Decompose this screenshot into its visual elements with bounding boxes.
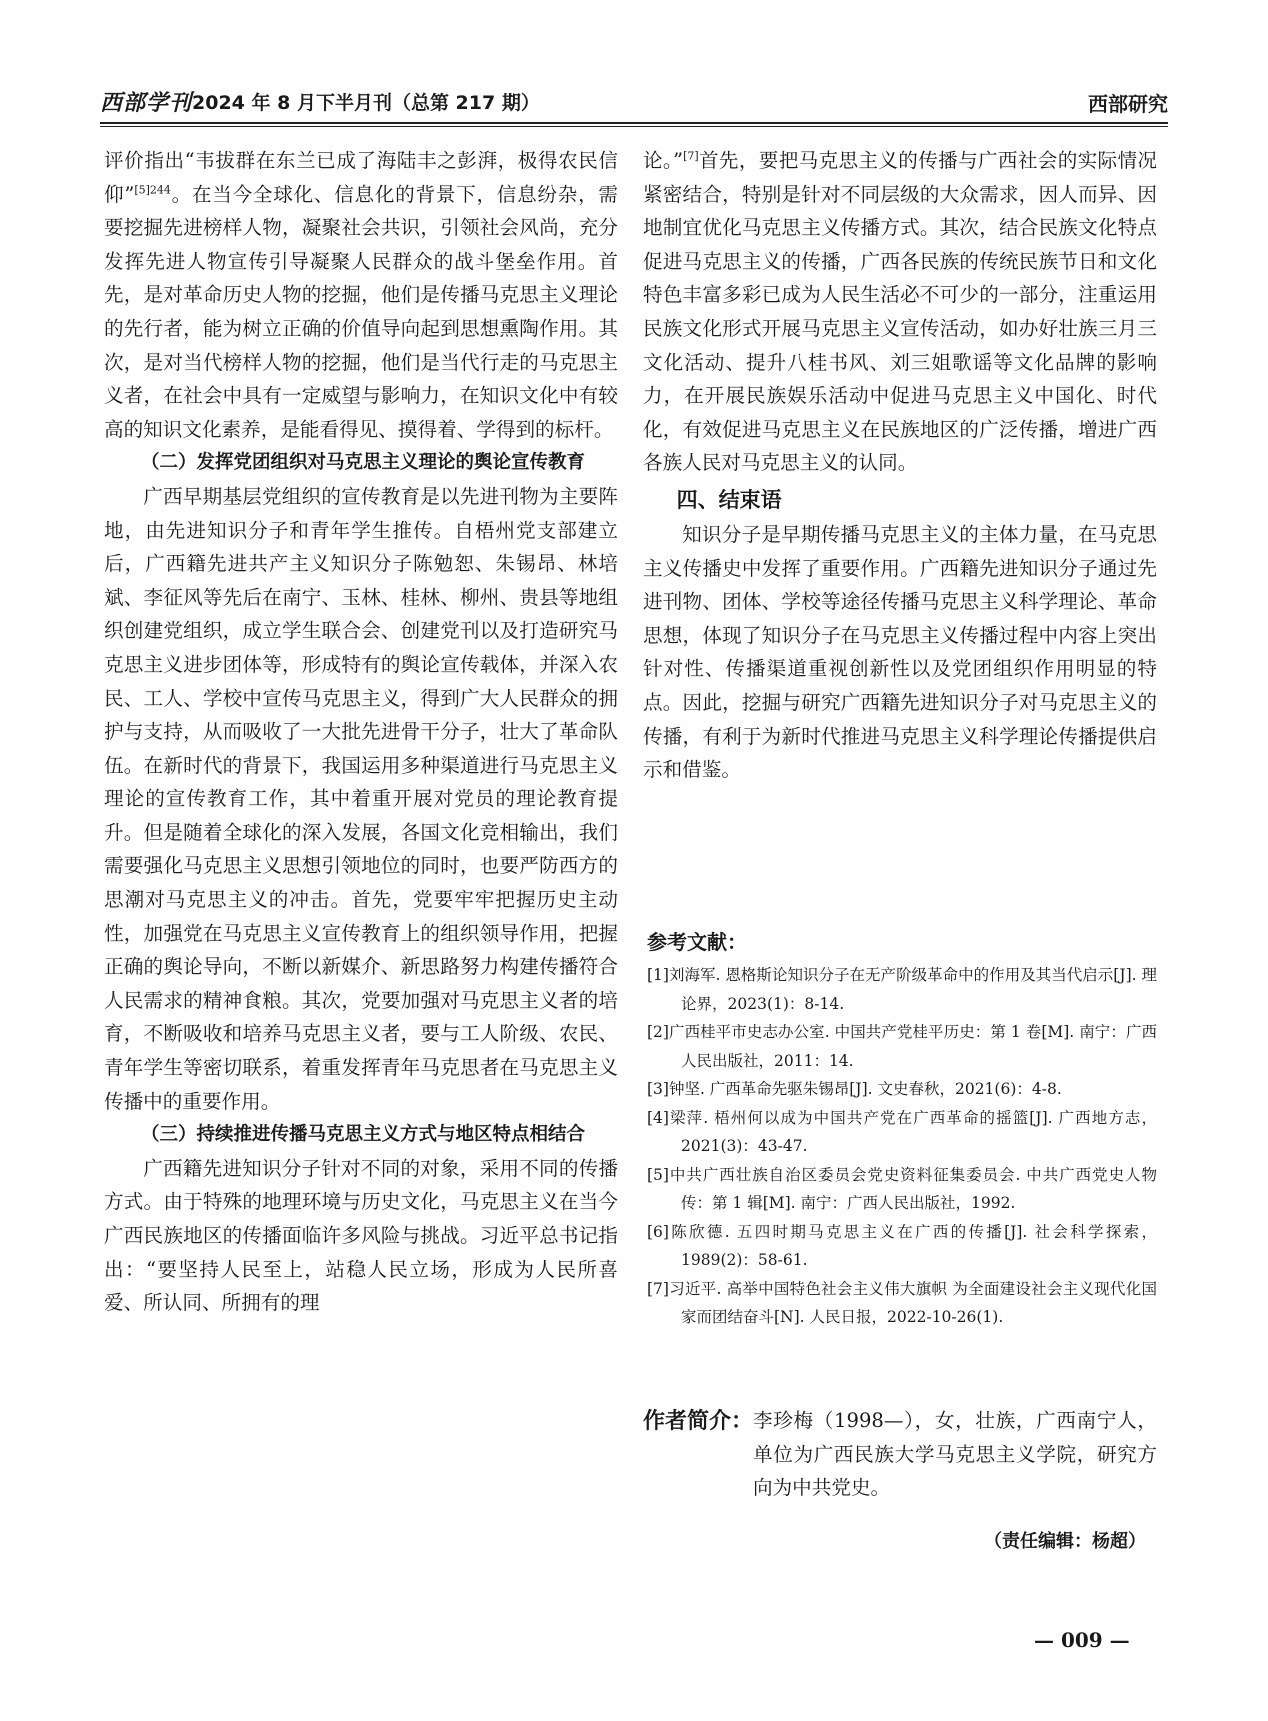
- header-rule: [100, 122, 1168, 124]
- page-number: — 009 —: [1034, 1628, 1130, 1652]
- page-header: [100, 86, 1168, 126]
- section-heading: 四、结束语: [676, 487, 782, 512]
- journal-logo: 西部学刊: [100, 90, 193, 116]
- reference-item: [5]中共广西壮族自治区委员会党史资料征集委员会. 中共广西党史人物传：第 1 辑[M]. 南宁：广西人民出版社，1992.: [647, 1165, 1157, 1212]
- reference-item: [3]钟坚. 广西革命先驱朱锡昂[J]. 文史春秋，2021(6)：4-8.: [647, 1080, 1062, 1098]
- paragraph: 评价指出“韦拔群在东兰已成了海陆丰之彭湃，极得农民信仰”$^{[5]244}$。在当今全球化、信息化的背景下，信息纷杂，需要挖掘先进榜样人物，凝聚社会共识，引领社会风尚，充分发挥先进人物宣传引导凝聚人民群众的战斗堡垒作用。首先，是对革命历史人物的挖掘，他们是传播马克思主义理论的先行者，能为树立正确的价值导向起到思想熏陶作用。其次，是对当代榜样人物的挖掘，他们是当代行走的马克思主义者，在社会中具有一定威望与影响力，在知识文化中有较高的知识文化素养，是能看得见、摸得着、学得到的标杆。: [104, 149, 618, 441]
- issue-info: 2024 年 8 月下半月刊（总第 217 期）: [192, 92, 540, 114]
- references: [643, 926, 1157, 1332]
- citation: [5]244: [134, 183, 171, 197]
- subsection-heading: （三）持续推进传播马克思主义方式与地区特点相结合: [141, 1124, 586, 1146]
- editor-credit: （责任编辑：杨超）: [984, 1531, 1146, 1552]
- reference-item: [1]刘海军. 恩格斯论知识分子在无产阶级革命中的作用及其当代启示[J]. 理论界，2023(1)：8-14.: [647, 966, 1157, 1013]
- reference-item: [7]习近平. 高举中国特色社会主义伟大旗帜 为全面建设社会主义现代化国家而团结奋斗[N]. 人民日报，2022-10-26(1).: [647, 1279, 1157, 1326]
- reference-item: [4]梁萍. 梧州何以成为中国共产党在广西革命的摇篮[J]. 广西地方志，2021(3)：43-47.: [647, 1108, 1157, 1155]
- paragraph: 论。”[7]首先，要把马克思主义的传播与广西社会的实际情况紧密结合，特别是针对不同层级的大众需求，因人而异、因地制宜优化马克思主义传播方式。其次，结合民族文化特点促进马克思主义的传播，广西各民族的传统民族节日和文化特色丰富多彩已成为人民生活必不可少的一部分，注重运用民族文化形式开展马克思主义宣传活动，如办好壮族三月三文化活动、提升八桂书风、刘三姐歌谣等文化品牌的影响力，在开展民族娱乐活动中促进马克思主义中国化、时代化，有效促进马克思主义在民族地区的广泛传播，增进广西各族人民对马克思主义的认同。: [643, 149, 1158, 475]
- subsection-heading: （二）发挥党团组织对马克思主义理论的舆论宣传教育: [141, 452, 586, 474]
- paragraph: 广西早期基层党组织的宣传教育是以先进刊物为主要阵地，由先进知识分子和青年学生推传。自梧州党支部建立后，广西籍先进共产主义知识分子陈勉恕、朱锡昂、林培斌、李征风等先后在南宁、玉林、桂林、柳州、贵县等地组织创建党组织，成立学生联合会、创建党刊以及打造研究马克思主义进步团体等，形成特有的舆论宣传载体，并深入农民、工人、学校中宣传马克思主义，得到广大人民群众的拥护与支持，从而吸收了一大批先进骨干分子，壮大了革命队伍。在新时代的背景下，我国运用多种渠道进行马克思主义理论的宣传教育工作，其中着重开展对党员的理论教育提升。但是随着全球化的深入发展，各国文化竞相输出，我们需要强化马克思主义思想引领地位的同时，也要严防西方的思潮对马克思主义的冲击。首先，党要牢牢把握历史主动性，加强党在马克思主义宣传教育上的组织领导作用，把握正确的舆论导向，不断以新媒介、新思路努力构建传播符合人民需求的精神食粮。其次，党要加强对马克思主义者的培育，不断吸收和培养马克思主义者，要与工人阶级、农民、青年学生等密切联系，着重发挥青年马克思者在马克思主义传播中的重要作用。: [104, 484, 618, 1113]
- citation: [7]: [683, 149, 699, 163]
- references-title: 参考文献：: [647, 930, 747, 954]
- left-column: [104, 144, 618, 1320]
- section-label: 西部研究: [1088, 92, 1168, 116]
- reference-item: [6]陈欣德. 五四时期马克思主义在广西的传播[J]. 社会科学探索，1989(2)：58-61.: [647, 1222, 1157, 1269]
- header-rule-thin: [100, 126, 1168, 127]
- author-label: 作者简介：: [643, 1409, 754, 1434]
- paragraph: 知识分子是早期传播马克思主义的主体力量，在马克思主义传播史中发挥了重要作用。广西籍先进知识分子通过先进刊物、团体、学校等途径传播马克思主义科学理论、革命思想，体现了知识分子在马克思主义传播过程中内容上突出针对性、传播渠道重视创新性以及党团组织作用明显的特点。因此，挖掘与研究广西籍先进知识分子对马克思主义的传播，有利于为新时代推进马克思主义科学理论传播提供启示和借鉴。: [643, 522, 1157, 782]
- author-text: 李珍梅（1998—），女，壮族，广西南宁人，单位为广西民族大学马克思主义学院，研究方向为中共党史。: [753, 1409, 1157, 1500]
- reference-item: [2]广西桂平市史志办公室. 中国共产党桂平历史：第 1 卷[M]. 南宁：广西人民出版社，2011：14.: [647, 1023, 1157, 1070]
- paragraph: 广西籍先进知识分子针对不同的对象，采用不同的传播方式。由于特殊的地理环境与历史文化，马克思主义在当今广西民族地区的传播面临许多风险与挑战。习近平总书记指出：“要坚持人民至上，站稳人民立场，形成为人民所喜爱、所认同、所拥有的理: [104, 1156, 618, 1315]
- right-column: [643, 144, 1157, 787]
